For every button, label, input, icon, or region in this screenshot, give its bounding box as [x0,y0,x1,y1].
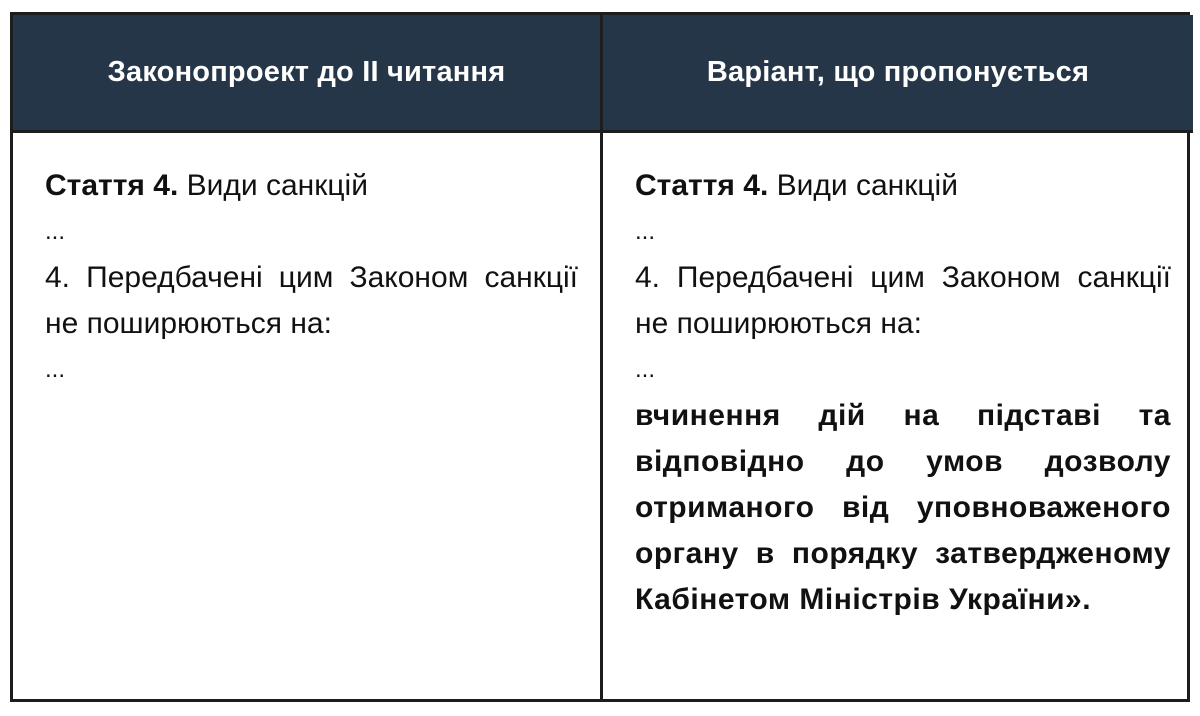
ellipsis-left-2: ... [45,356,66,383]
ellipsis-right-1: ... [635,218,656,245]
amendment-text: вчинення дій на підставі та відповідно до умов дозволу отриманого від уповноваженого органу в порядку затвердженому Кабінетом Міністрів України». [635,399,1171,616]
cell-left [13,133,603,699]
header-left: Законопроект до II читання [13,15,603,133]
comparison-table [10,12,1190,702]
paragraph-right: 4. Передбачені цим Законом санкції не поширюються на: [635,261,1171,340]
article-heading-left [37,163,578,209]
header-right: Варіант, що пропонується [603,15,1193,133]
article-title-left: Види санкцій [178,169,368,202]
cell-right [603,133,1193,699]
article-heading-right [627,163,1171,209]
ellipsis-left-1: ... [45,218,66,245]
ellipsis-right-2: ... [635,356,656,383]
paragraph-left: 4. Передбачені цим Законом санкції не поширюються на: [45,261,578,340]
article-title-right: Види санкцій [768,169,958,202]
article-label-right: Стаття 4. [635,169,769,202]
article-label-left: Стаття 4. [45,169,179,202]
